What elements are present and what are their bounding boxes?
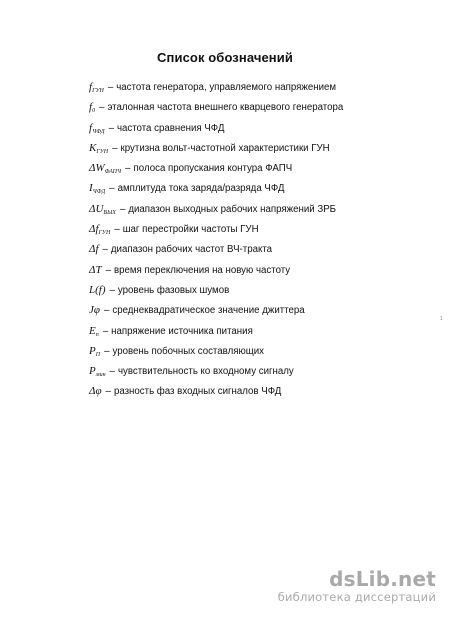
symbol-base: L(f) — [89, 283, 106, 296]
symbol-subscript: ВЫХ — [103, 209, 116, 216]
symbol-base: f — [89, 101, 93, 114]
notation-entry — [89, 364, 343, 384]
symbol-base: ΔU — [89, 202, 104, 215]
symbol-base: P — [89, 365, 96, 378]
dash-separator: – — [103, 305, 110, 317]
notation-description: диапазон рабочих частот ВЧ-тракта — [110, 244, 273, 256]
notation-symbol — [89, 304, 100, 316]
notation-list — [89, 80, 343, 405]
notation-entry — [89, 121, 343, 141]
dash-separator: – — [105, 264, 111, 276]
dash-separator: – — [102, 325, 109, 337]
symbol-subscript: ГУН — [98, 230, 111, 237]
notation-description: напряжение источника питания — [111, 325, 253, 337]
notation-entry — [89, 384, 343, 404]
notation-symbol — [89, 203, 116, 215]
page-title: Список обозначений — [157, 50, 293, 65]
notation-description: разность фаз входных сигналов ЧФД — [113, 386, 282, 398]
symbol-base: ΔW — [89, 162, 105, 175]
notation-description: амплитуда тока заряда/разряда ЧФД — [117, 183, 285, 195]
notation-description: уровень побочных составляющих — [112, 345, 264, 357]
page-number: 1 — [440, 316, 443, 322]
notation-description: диапазон выходных рабочих напряжений ЗРБ — [128, 203, 337, 215]
notation-symbol — [89, 122, 105, 134]
dash-separator: – — [109, 183, 115, 195]
notation-description: среднеквадратическое значение джиттера — [112, 305, 305, 317]
notation-entry — [89, 344, 343, 364]
dash-separator: – — [102, 244, 108, 256]
notation-symbol — [89, 325, 99, 337]
notation-symbol — [89, 264, 102, 276]
symbol-base: Δf — [89, 243, 99, 256]
notation-description: полоса пропускания контура ФАПЧ — [133, 163, 293, 175]
dash-separator: – — [105, 386, 111, 398]
notation-entry — [89, 80, 343, 100]
notation-symbol — [89, 81, 104, 93]
notation-description: время переключения на новую частоту — [113, 264, 291, 276]
notation-symbol — [89, 142, 108, 154]
symbol-base: Δφ — [89, 385, 102, 398]
notation-symbol — [89, 385, 102, 397]
symbol-base: K — [89, 141, 97, 154]
symbol-subscript: П — [95, 351, 101, 358]
dash-separator: – — [104, 345, 110, 357]
symbol-base: ΔT — [89, 263, 102, 276]
notation-symbol — [89, 284, 106, 296]
watermark[interactable] — [278, 568, 436, 604]
symbol-subscript: мин — [95, 372, 106, 379]
notation-description: уровень фазовых шумов — [117, 284, 230, 296]
symbol-base: I — [89, 182, 93, 195]
dash-separator: – — [109, 366, 115, 378]
watermark-logo: dsLib.net — [329, 567, 436, 591]
symbol-subscript: ФАПЧ — [104, 169, 122, 176]
dash-separator: – — [119, 203, 126, 215]
symbol-base: f — [89, 81, 93, 93]
notation-entry — [89, 141, 343, 161]
dash-separator: – — [108, 122, 114, 134]
notation-entry — [89, 100, 343, 120]
symbol-subscript: 0 — [92, 108, 96, 115]
symbol-base: Jφ — [89, 304, 100, 317]
notation-entry — [89, 161, 343, 181]
notation-symbol — [89, 223, 110, 235]
dash-separator: – — [125, 163, 131, 175]
notation-entry — [89, 202, 343, 222]
symbol-subscript: ЧФД — [92, 189, 106, 196]
notation-entry — [89, 222, 343, 242]
watermark-tagline: библиотека диссертаций — [277, 590, 436, 604]
notation-description: частота сравнения ЧФД — [116, 122, 225, 134]
notation-symbol — [89, 162, 121, 174]
notation-symbol — [89, 365, 106, 377]
dash-separator: – — [112, 142, 118, 154]
symbol-base: f — [89, 121, 93, 134]
notation-description: эталонная частота внешнего кварцевого генератора — [107, 102, 344, 114]
notation-symbol — [89, 345, 100, 357]
symbol-subscript: ЧФД — [92, 128, 105, 135]
dash-separator: – — [114, 224, 120, 236]
notation-entry — [89, 303, 343, 323]
notation-symbol — [89, 243, 99, 255]
dash-separator: – — [109, 284, 115, 296]
notation-entry — [89, 283, 343, 303]
symbol-base: Δf — [89, 223, 99, 236]
notation-symbol — [89, 182, 105, 194]
symbol-subscript: ГУН — [96, 148, 109, 155]
notation-entry — [89, 242, 343, 262]
symbol-subscript: п — [95, 331, 99, 338]
symbol-base: P — [89, 344, 96, 357]
notation-description: чувствительность ко входному сигналу — [117, 366, 294, 378]
symbol-subscript: ГУН — [92, 88, 104, 94]
notation-entry — [89, 263, 343, 283]
dash-separator: – — [107, 82, 114, 93]
dash-separator: – — [99, 102, 105, 114]
notation-description: шаг перестройки частоты ГУН — [122, 224, 259, 236]
notation-entry — [89, 324, 343, 344]
notation-description: частота генератора, управляемого напряжением — [116, 82, 337, 93]
notation-description: крутизна вольт-частотной характеристики ГУН — [120, 142, 330, 154]
notation-entry — [89, 181, 343, 201]
symbol-base: E — [89, 324, 96, 337]
